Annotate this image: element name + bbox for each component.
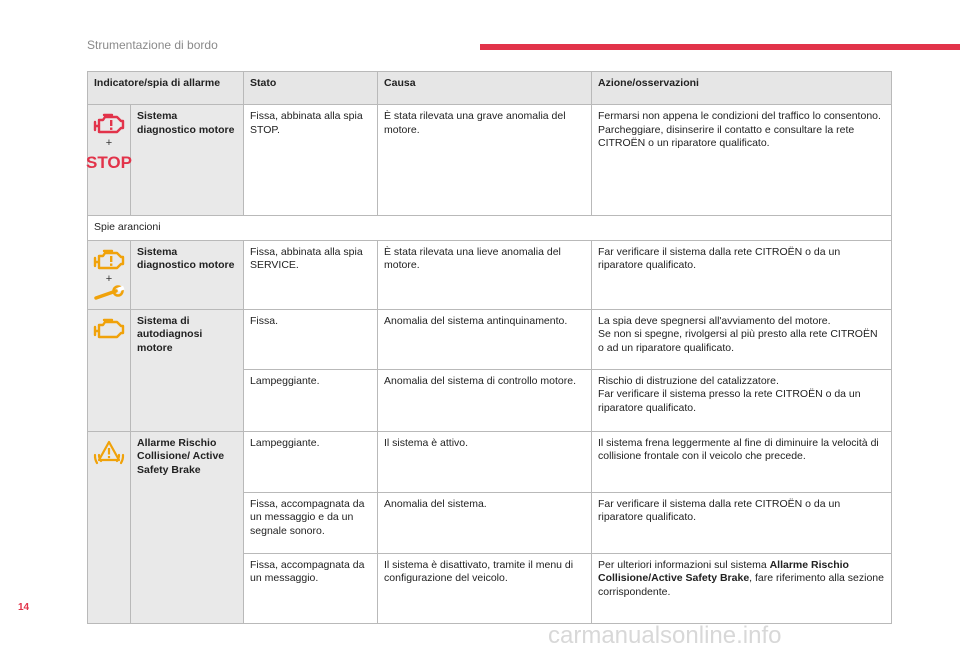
page-number: 14	[18, 602, 30, 613]
causa-cell: Il sistema è attivo.	[378, 431, 592, 492]
icon-cell	[88, 240, 131, 309]
azione-line: Rischio di distruzione del catalizzatore.	[598, 374, 779, 387]
stato-cell: Lampeggiante.	[244, 369, 378, 431]
causa-cell: Il sistema è disattivato, tramite il menu di configurazione del veicolo.	[378, 553, 592, 623]
stop-warning-icon	[86, 150, 132, 172]
indicator-name: Allarme Rischio Collisione/ Active Safety Brake	[131, 431, 244, 623]
azione-text: , fare riferimento alla sezione corrispondente.	[598, 572, 884, 598]
azione-line: Far verificare il sistema presso la rete CITROËN o da un riparatore qualificato.	[598, 388, 861, 414]
stato-cell: Lampeggiante.	[244, 431, 378, 492]
table-row	[88, 105, 892, 216]
causa-cell: Anomalia del sistema antinquinamento.	[378, 309, 592, 369]
azione-cell: Far verificare il sistema dalla rete CITROËN o da un riparatore qualificato.	[592, 492, 892, 553]
section-label: Spie arancioni	[88, 216, 892, 241]
azione-line: La spia deve spegnersi all'avviamento del motore.	[598, 314, 831, 327]
header-accent-bar	[480, 44, 960, 50]
table-row	[88, 431, 892, 492]
azione-cell	[592, 369, 892, 431]
column-header-causa: Causa	[378, 72, 592, 105]
plus-sign: +	[105, 137, 113, 149]
table-row	[88, 240, 892, 309]
azione-cell	[592, 105, 892, 216]
watermark: carmanualsonline.info	[548, 622, 782, 649]
stato-cell: Fissa, abbinata alla spia SERVICE.	[244, 240, 378, 309]
causa-cell: Anomalia del sistema.	[378, 492, 592, 553]
table-row	[88, 309, 892, 369]
indicator-name: Sistema di autodiagnosi motore	[131, 309, 244, 431]
page-header-title: Strumentazione di bordo	[87, 38, 218, 52]
engine-warning-icon	[92, 112, 126, 136]
table-header-row	[88, 72, 892, 105]
column-header-azione: Azione/osservazioni	[592, 72, 892, 105]
svg-text:STOP: STOP	[86, 153, 132, 172]
causa-cell: Anomalia del sistema di controllo motore.	[378, 369, 592, 431]
column-header-stato: Stato	[244, 72, 378, 105]
section-row	[88, 216, 892, 241]
azione-cell	[592, 309, 892, 369]
stato-cell: Fissa.	[244, 309, 378, 369]
wrench-icon	[92, 286, 126, 302]
stato-cell: Fissa, abbinata alla spia STOP.	[244, 105, 378, 216]
causa-cell: È stata rilevata una lieve anomalia del motore.	[378, 240, 592, 309]
indicator-name: Sistema diagnostico motore	[131, 240, 244, 309]
azione-system-name: Allarme Rischio Collisione/Active Safety Brake	[598, 558, 849, 585]
column-header-indicator: Indicatore/spia di allarme	[88, 72, 244, 105]
azione-cell: Il sistema frena leggermente al fine di diminuire la velocità di collisione frontale con il veicolo che precede.	[592, 431, 892, 492]
engine-warning-icon	[92, 248, 126, 272]
azione-line: Se non si spegne, rivolgersi al più presto alla rete CITROËN o ad un riparatore qualificato.	[598, 328, 878, 354]
icon-cell	[88, 431, 131, 623]
icon-cell	[88, 105, 131, 216]
icon-cell	[88, 309, 131, 431]
azione-line: Parcheggiare, disinserire il contatto e consultare la rete CITROËN o un riparatore qualificato.	[598, 123, 855, 150]
azione-line: Fermarsi non appena le condizioni del traffico lo consentono.	[598, 110, 881, 122]
azione-cell: Far verificare il sistema dalla rete CITROËN o da un riparatore qualificato.	[592, 240, 892, 309]
azione-cell	[592, 553, 892, 623]
stato-cell: Fissa, accompagnata da un messaggio.	[244, 553, 378, 623]
plus-sign: +	[105, 272, 113, 285]
indicator-name: Sistema diagnostico motore	[131, 105, 244, 216]
collision-alert-icon	[93, 439, 125, 465]
causa-cell: È stata rilevata una grave anomalia del motore.	[378, 105, 592, 216]
stato-cell: Fissa, accompagnata da un messaggio e da un segnale sonoro.	[244, 492, 378, 553]
engine-icon	[92, 317, 126, 341]
warning-lights-table	[87, 71, 892, 624]
azione-text: Per ulteriori informazioni sul sistema	[598, 558, 770, 571]
